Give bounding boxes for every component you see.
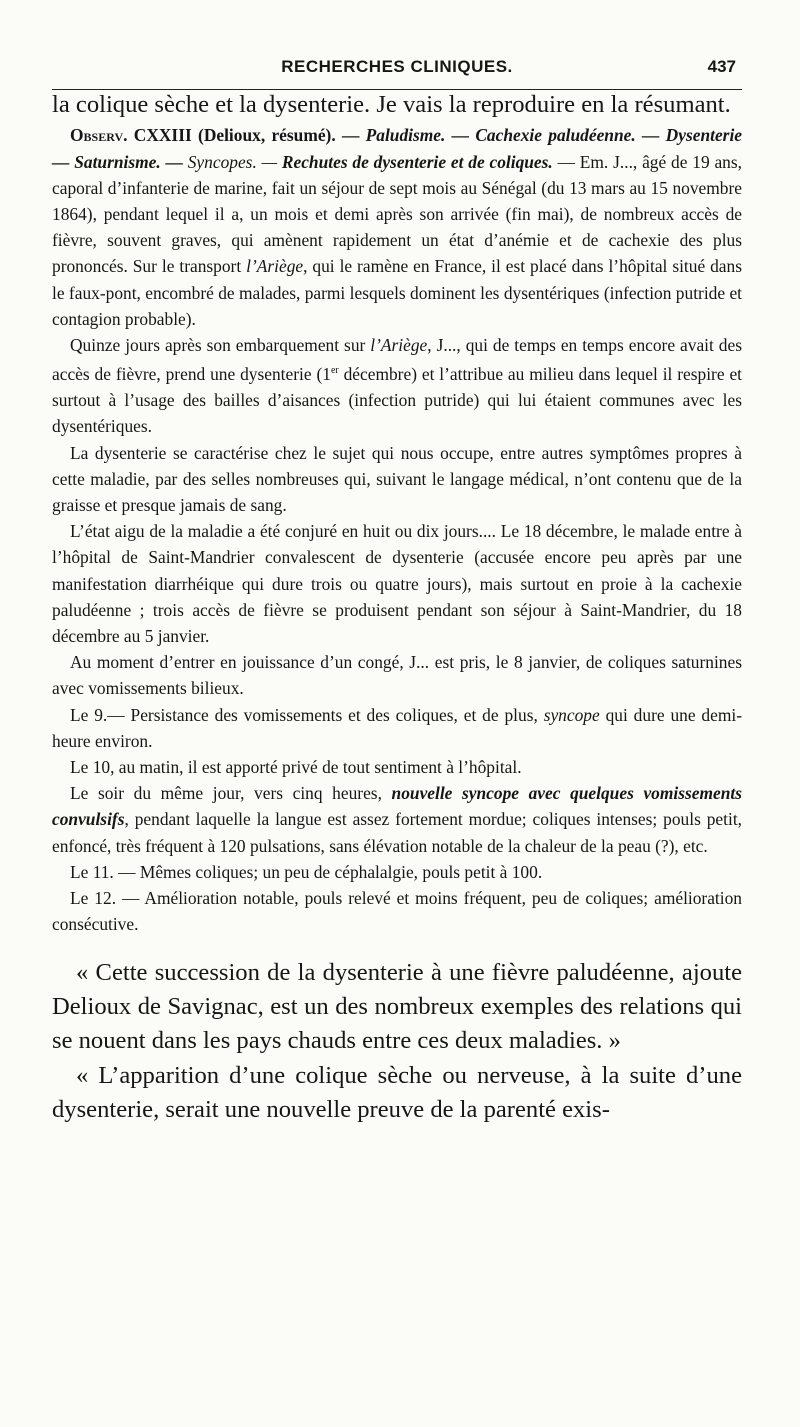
page-header	[52, 55, 742, 90]
page-number: 437	[707, 57, 736, 76]
observation-text-continued: , qui le ramène en France, il est placé dans l’hôpital situé dans le faux-pont, encombré de malades, parmi lesquels dominent les dysentériques (infection putride et contagion probable).	[52, 256, 742, 329]
paragraph-text: qui dure une demi-heure environ.	[52, 704, 742, 751]
observation-number: CXXIII (Delioux, résumé). —	[127, 125, 366, 146]
emphasis: nouvelle syncope avec quelques vomissements convulsifs	[52, 783, 742, 830]
observation-title-2: Syncopes. —	[187, 151, 282, 172]
paragraph-text: Quinze jours après son embarquement sur	[70, 335, 371, 356]
paragraph-day-9	[52, 702, 742, 754]
paragraph-text: Le soir du même jour, vers cinq heures,	[70, 783, 392, 804]
observation-text: — Em. J..., âgé de 19 ans, caporal d’infanterie de marine, fait un séjour de sept mois au Sénégal (du 13 mars au 15 novembre 1864), pendant lequel il a, un mois et demi après son arrivée (fin mai), de nombreux accès de fièvre, souvent graves, qui amènent rapidement un état d’anémie et de cachexie des plus prononcés. Sur le transport	[52, 151, 742, 277]
quotation-block	[52, 956, 742, 1128]
paragraph-symptoms: La dysenterie se caractérise chez le sujet qui nous occupe, entre autres symptômes propres à cette maladie, par des selles nombreuses qui, suivant le langage médical, n’ont contenu que de la graisse et presque jamais de sang.	[52, 442, 742, 516]
paragraph-text: , J..., qui de temps en temps encore avait des accès de fièvre, prend une dysenterie (1	[52, 335, 742, 385]
intro-paragraph: la colique sèche et la dysenterie. Je vais la reproduire en la résumant.	[52, 91, 731, 118]
quotation-paragraph-1: « Cette succession de la dysenterie à une fièvre paludéenne, ajoute Delioux de Savignac, est un des nombreux exemples des relations qui se nouent dans les pays chauds entre ces deux maladies. »	[52, 958, 742, 1055]
quotation-paragraph-2: « L’apparition d’une colique sèche ou nerveuse, à la suite d’une dysenterie, serait une nouvelle preuve de la parenté exis-	[52, 1061, 742, 1124]
paragraph-day-11: Le 11. — Mêmes coliques; un peu de céphalalgie, pouls petit à 100.	[70, 861, 543, 882]
emphasis: syncope	[543, 704, 600, 725]
paragraph-text: , pendant laquelle la langue est assez fortement mordue; coliques intenses; pouls petit, enfoncé, très fréquent à 120 pulsations, sans élévation notable de la chaleur de la peau (?), etc.	[52, 809, 742, 856]
paragraph-embarkation	[52, 332, 742, 440]
paragraph-text: Le 9.— Persistance des vomissements et des coliques, et de plus,	[70, 704, 544, 725]
ship-name: l’Ariège	[370, 335, 428, 356]
superscript: er	[330, 365, 339, 377]
page-body	[52, 88, 742, 1128]
observation-title-1: Paludisme. — Cachexie paludéenne. — Dysenterie — Saturnisme. —	[52, 125, 742, 172]
paragraph-day-12: Le 12. — Amélioration notable, pouls relevé et moins fréquent, peu de coliques; amélioration consécutive.	[52, 888, 742, 935]
paragraph-acute-state: L’état aigu de la maladie a été conjuré en huit ou dix jours.... Le 18 décembre, le malade entre à l’hôpital de Saint-Mandrier convalescent de dysenterie (accusée encore peu après par une manifestation diarrhéique qui dure trois ou quatre jours), mais surtout en proie à la cachexie paludéenne ; trois accès de fièvre se produisent pendant son séjour à Saint-Mandrier, du 18 décembre au 5 janvier.	[52, 521, 742, 647]
running-title: RECHERCHES CLINIQUES.	[281, 57, 513, 76]
paragraph-day-10: Le 10, au matin, il est apporté privé de tout sentiment à l’hôpital.	[70, 757, 522, 778]
ship-name: l’Ariège	[246, 256, 304, 277]
observation-heading-paragraph	[52, 122, 742, 332]
observation-title-3: Rechutes de dysenterie et de coliques.	[281, 151, 553, 172]
observation-label: Observ.	[70, 125, 128, 146]
paragraph-colic: Au moment d’entrer en jouissance d’un congé, J... est pris, le 8 janvier, de coliques saturnines avec vomissements bilieux.	[52, 652, 742, 699]
paragraph-evening	[52, 780, 742, 859]
paragraph-text: décembre) et l’attribue au milieu dans lequel il respire et surtout à l’usage des bailles d’aisances (infection putride) qui lui étaient communes avec les dysentériques.	[52, 364, 742, 437]
